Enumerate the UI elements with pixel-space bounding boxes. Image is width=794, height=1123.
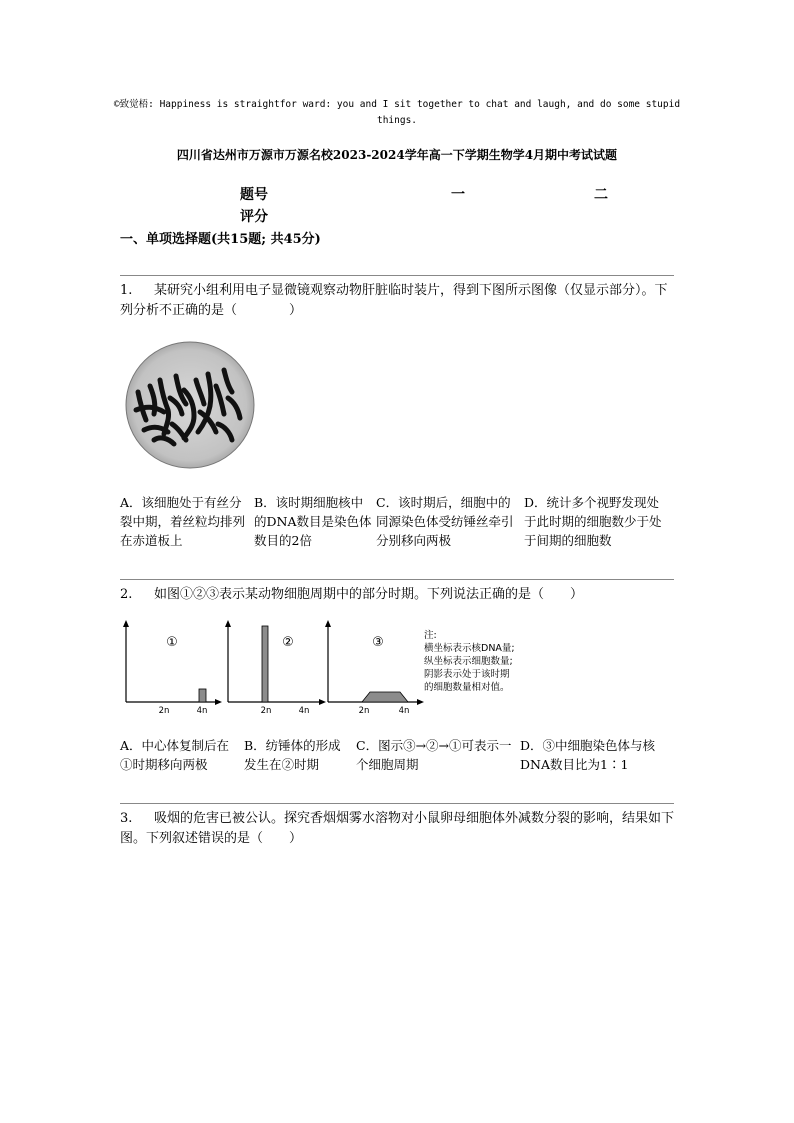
panel-2-bar (262, 626, 268, 702)
panel-1-arrow (123, 620, 129, 627)
question-number: 3. (120, 811, 133, 826)
option-a[interactable]: A．该细胞处于有丝分裂中期，着丝粒均排列在赤道板上 (120, 495, 246, 548)
option-d[interactable]: D．③中细胞染色体与核DNA数目比为1∶1 (520, 738, 656, 772)
panel-1-tick-2n: 2n (158, 706, 170, 716)
figure-note-line: 阴影表示处于该时期 (424, 669, 510, 680)
question-2 (120, 585, 676, 605)
score-table-col-1: 一 (451, 187, 465, 203)
question-3 (120, 809, 676, 849)
panel-3-arrow (417, 699, 424, 705)
score-table-col-2: 二 (594, 187, 608, 203)
option-c[interactable]: C．图示③→②→①可表示一个细胞周期 (356, 738, 512, 772)
option-d[interactable]: D．统计多个视野发现处于此时期的细胞数少于处于间期的细胞数 (524, 495, 662, 548)
panel-3-shape (362, 692, 408, 702)
panel-2-label: ② (282, 635, 294, 650)
panel-2-arrow (319, 699, 326, 705)
panel-1-label: ① (166, 635, 178, 650)
panel-3-tick-4n: 4n (398, 706, 410, 716)
question-stem: 如图①②③表示某动物细胞周期中的部分时期。下列说法正确的是（ ） (154, 587, 584, 602)
question-stem: 某研究小组利用电子显微镜观察动物肝脏临时装片，得到下图所示图像（仅显示部分）。下列分析不正确的是（ ） (120, 283, 668, 318)
score-table-col-label: 题号 (240, 187, 268, 203)
figure-note-line: 注: (424, 630, 437, 641)
panel-2-tick-2n: 2n (260, 706, 272, 716)
question-number: 1. (120, 283, 133, 298)
panel-1-arrow (215, 699, 222, 705)
option-b[interactable]: B．该时期细胞核中的DNA数目是染色体数目的2倍 (254, 495, 372, 548)
option-a[interactable]: A．中心体复制后在①时期移向两极 (120, 738, 230, 772)
question-stem: 吸烟的危害已被公认。探究香烟烟雾水溶物对小鼠卵母细胞体外减数分裂的影响，结果如下图。下列叙述错误的是（ ） (120, 811, 675, 846)
question-divider (120, 803, 674, 804)
document-title: 四川省达州市万源市万源名校2023-2024学年高一下学期生物学4月期中考试试题 (176, 148, 618, 162)
panel-3-label: ③ (372, 635, 384, 650)
option-b[interactable]: B．纺锤体的形成发生在②时期 (244, 738, 341, 772)
panel-3-tick-2n: 2n (358, 706, 370, 716)
cell-cycle-histogram-figure (118, 618, 538, 720)
question-divider (120, 579, 674, 580)
panel-2-tick-4n: 4n (298, 706, 310, 716)
header-motto: ©致觉梧: Happiness is straightfor ward: you and I sit together to chat and laugh, and do some stupid things. (113, 99, 681, 126)
figure-note-line: 的细胞数量相对值。 (424, 682, 510, 693)
question-1 (120, 281, 676, 321)
question-divider (120, 275, 674, 276)
panel-3-arrow (325, 620, 331, 627)
panel-1-bar (199, 689, 206, 702)
panel-2-arrow (225, 620, 231, 627)
option-c[interactable]: C．该时期后，细胞中的同源染色体受纺锤丝牵引分别移向两极 (376, 495, 514, 548)
micrograph-chromosomes-image (124, 340, 256, 470)
panel-1-tick-4n: 4n (196, 706, 208, 716)
figure-note-line: 纵坐标表示细胞数量; (424, 656, 513, 667)
question-number: 2. (120, 587, 133, 602)
score-table-row-label: 评分 (240, 209, 268, 225)
figure-note-line: 横坐标表示核DNA量; (424, 643, 515, 654)
section-heading: 一、单项选择题(共15题; 共45分) (120, 232, 321, 247)
